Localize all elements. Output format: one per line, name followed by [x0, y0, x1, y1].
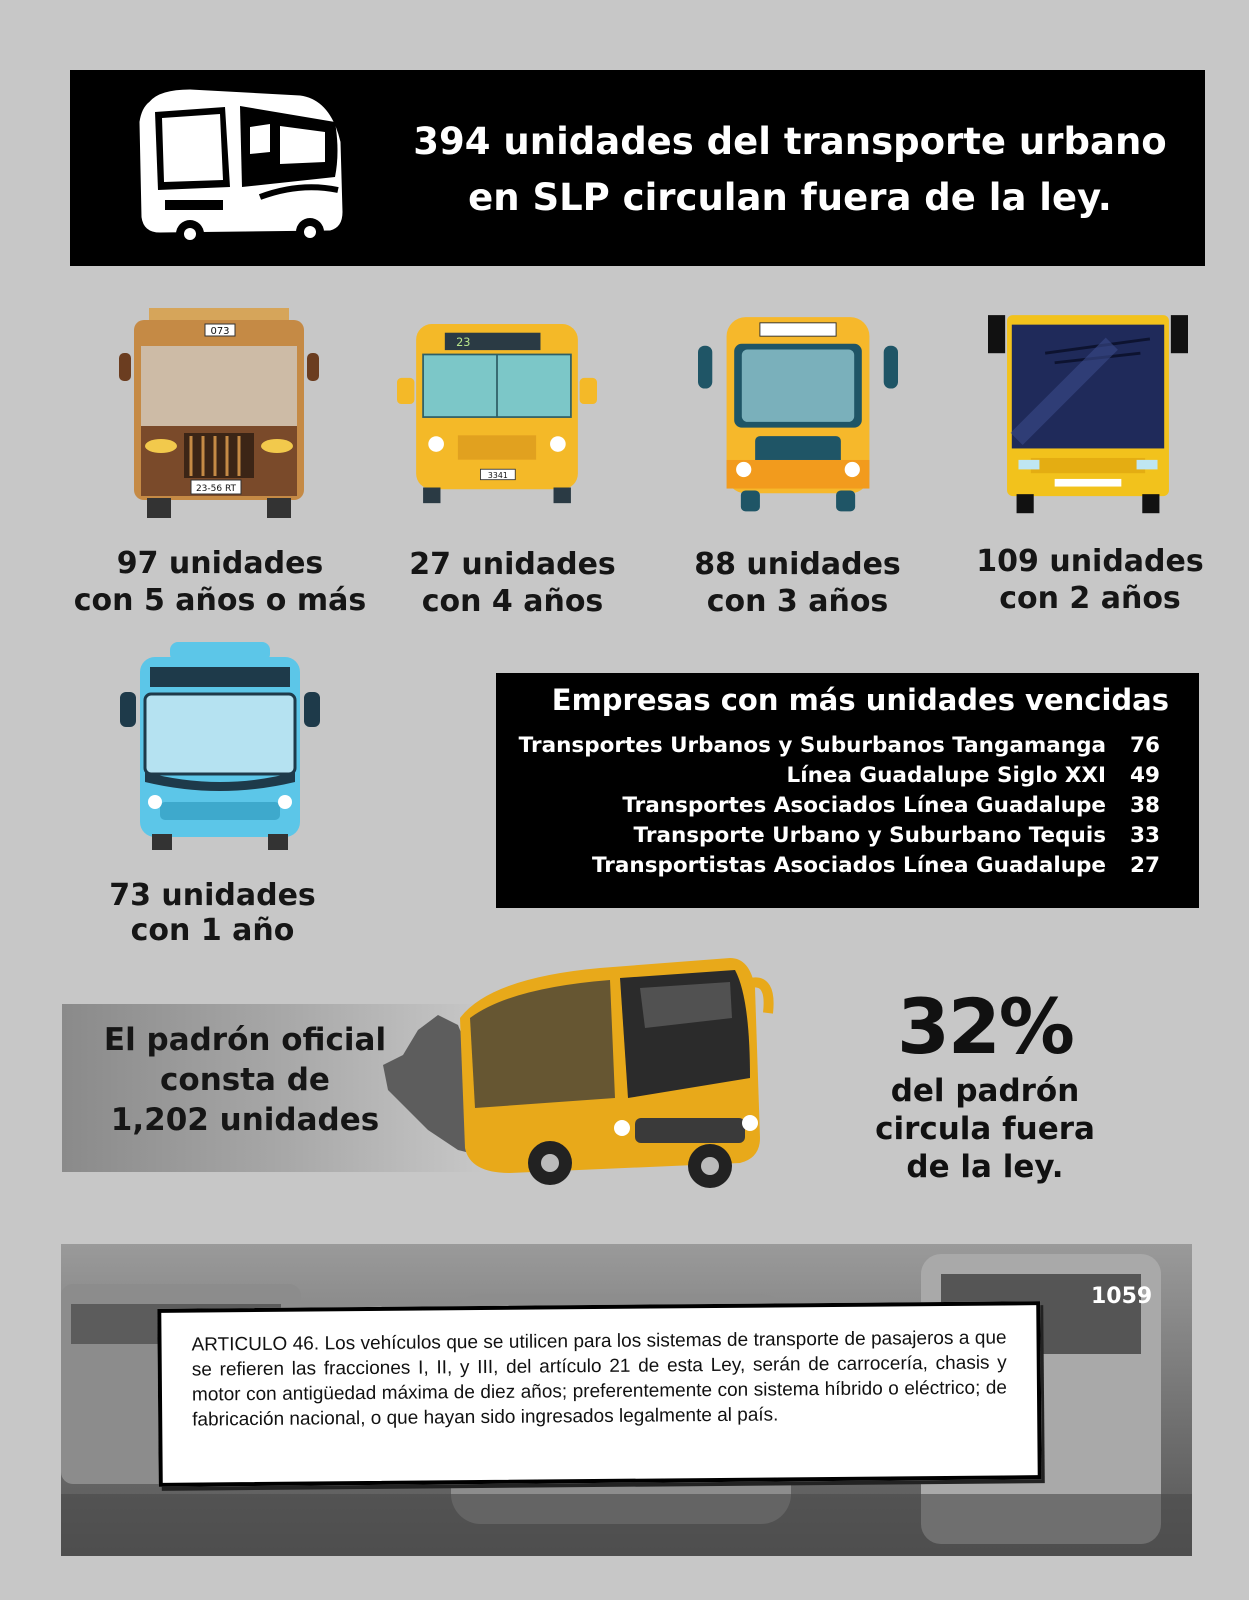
stat-2-years: [960, 543, 1220, 617]
plate-3341: 3341: [487, 470, 508, 480]
percent-line-2: circula fuera: [875, 1111, 1095, 1147]
stat-count: 73 unidades: [109, 878, 316, 913]
article-card: [157, 1301, 1042, 1487]
navy-bus-icon: [988, 310, 1188, 525]
company-row: [496, 823, 1199, 853]
bus-outline-icon: [130, 82, 350, 252]
article-text: ARTICULO 46. Los vehículos que se utilicen para los sistemas de transporte de pasajeros a que se refieren las fracciones I, II, y III, del artículo 21 de esta Ley, serán de carrocería, chasis y motor con antigüedad máxima de diez años; preferentemente con sistema híbrido o eléctrico; de fabricación nacional, o que hayan sido ingresados legalmente al país.: [191, 1327, 1008, 1431]
company-count: 76: [1130, 733, 1160, 758]
stat-4-years: [400, 546, 625, 620]
stat-count: 88 unidades: [694, 547, 901, 582]
brown-bus-icon: [119, 308, 319, 523]
bus-number-073: 073: [210, 326, 230, 337]
company-count: 38: [1130, 793, 1160, 818]
stat-age: con 1 año: [130, 913, 295, 948]
company-row: [496, 853, 1199, 883]
stat-age: con 5 años o más: [73, 583, 367, 618]
padron-line-2: consta de: [160, 1062, 330, 1098]
title-line-1: 394 unidades del transporte urbano: [413, 120, 1167, 163]
stat-count: 97 unidades: [116, 546, 324, 581]
stat-5-years: [65, 545, 375, 619]
company-row: [496, 763, 1199, 793]
stat-1-year: [95, 878, 330, 948]
stat-age: con 4 años: [421, 584, 604, 619]
bus-route-23: 23: [456, 335, 471, 349]
companies-title: Empresas con más unidades vencidas: [551, 683, 1169, 717]
title-line-2: en SLP circulan fuera de la ley.: [468, 176, 1112, 219]
company-row: [496, 733, 1199, 763]
padron-text: [100, 1020, 390, 1140]
padron-line-3: 1,202 unidades: [110, 1102, 380, 1138]
header-banner: [70, 70, 1205, 266]
orange-bus-icon: [698, 312, 898, 527]
coach-bus-icon: [450, 958, 780, 1196]
stat-age: con 3 años: [706, 584, 889, 619]
company-name: Transporte Urbano y Suburbano Tequis: [633, 823, 1106, 848]
percent-block: [870, 982, 1100, 1186]
yellow-bus-icon: [397, 310, 597, 525]
percent-line-3: de la ley.: [906, 1149, 1064, 1185]
page-title: [400, 114, 1180, 226]
company-count: 33: [1130, 823, 1160, 848]
blue-bus-icon: [120, 642, 320, 857]
company-name: Transportistas Asociados Línea Guadalupe: [591, 853, 1106, 878]
percent-value: 32%: [897, 982, 1073, 1071]
stat-count: 27 unidades: [409, 547, 616, 582]
company-row: [496, 793, 1199, 823]
company-count: 49: [1130, 763, 1160, 788]
stat-count: 109 unidades: [976, 544, 1204, 579]
photo-bus-number: 1059: [1091, 1284, 1153, 1309]
plate-23-56: 23-56 RT: [195, 484, 237, 494]
companies-panel: [496, 673, 1199, 908]
stat-age: con 2 años: [999, 581, 1181, 616]
percent-line-1: del padrón: [890, 1073, 1080, 1109]
company-name: Transportes Asociados Línea Guadalupe: [622, 793, 1106, 818]
stat-3-years: [680, 546, 915, 620]
company-count: 27: [1130, 853, 1160, 878]
company-name: Línea Guadalupe Siglo XXI: [786, 763, 1106, 788]
company-name: Transportes Urbanos y Suburbanos Tangamanga: [518, 733, 1106, 758]
padron-line-1: El padrón oficial: [103, 1022, 387, 1058]
